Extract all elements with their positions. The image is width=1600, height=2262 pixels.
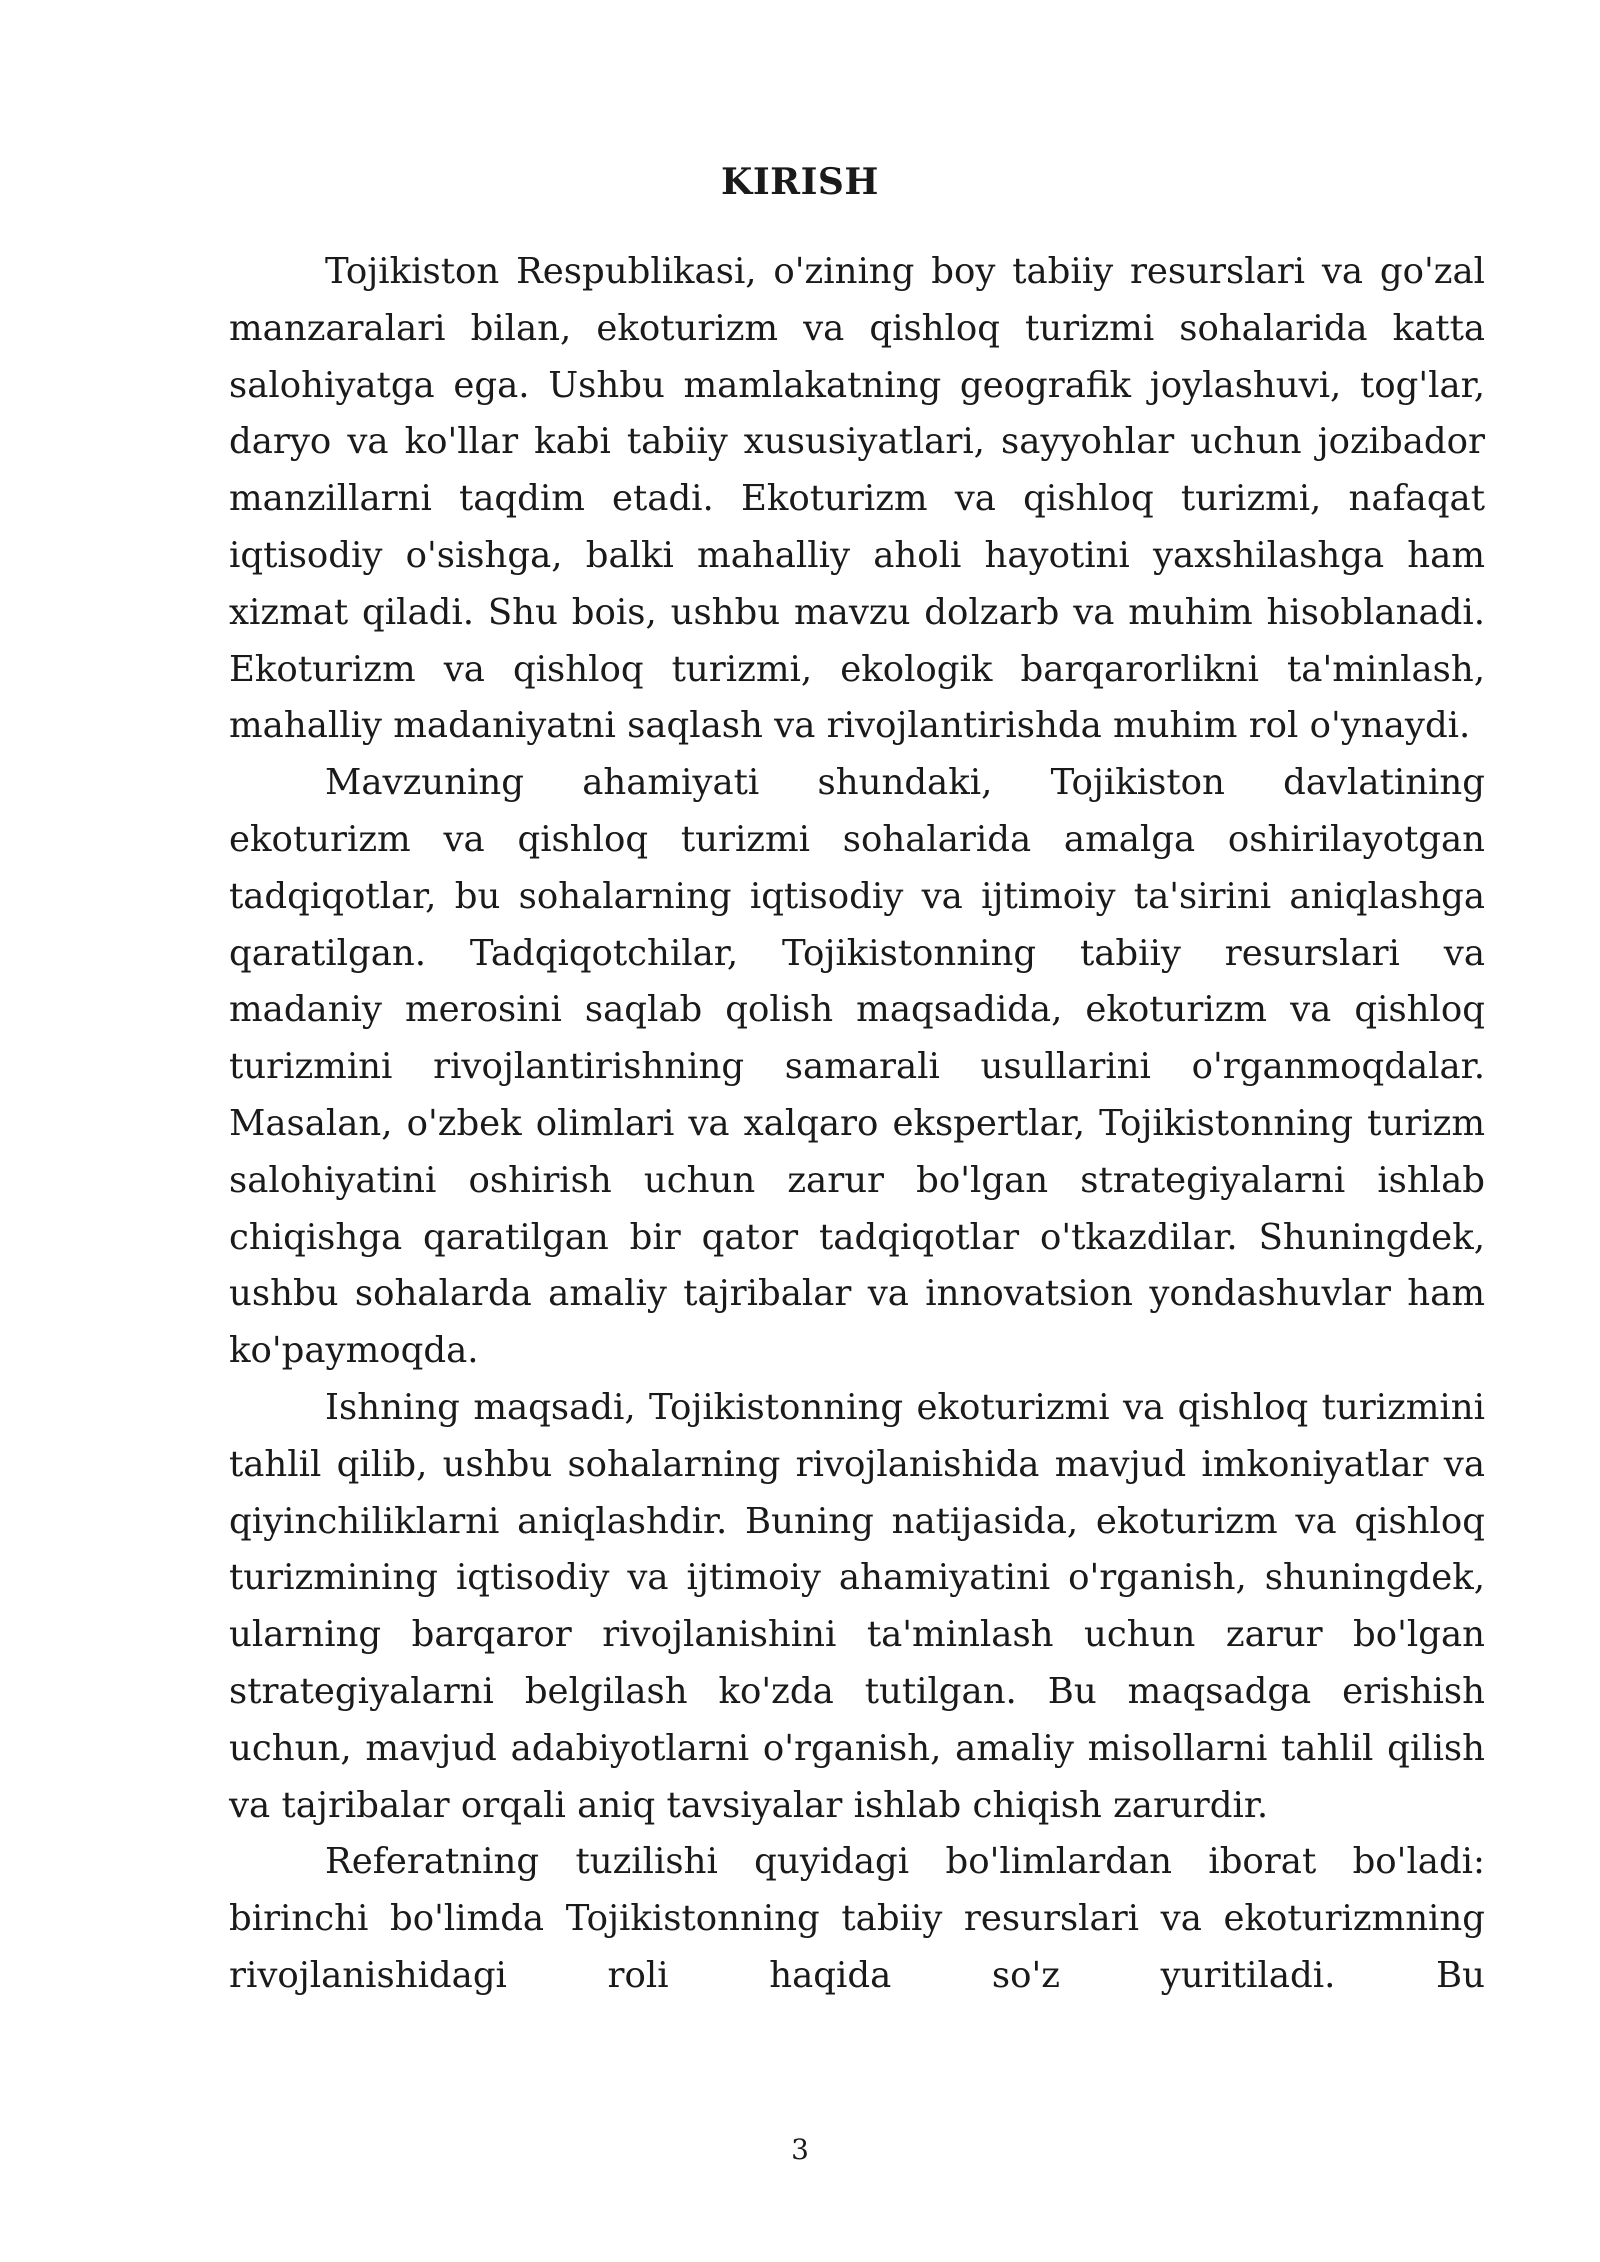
body-text	[229, 244, 1485, 2005]
paragraph-intro: Tojikiston Respublikasi, o'zining boy tabiiy resurslari va go'zal manzaralari bilan, ekoturizm va qishloq turizmi sohalarida katta salohiyatga ega. Ushbu mamlakatning geografik joylashuvi, tog'lar, daryo va ko'llar kabi tabiiy xususiyatlari, sayyohlar uchun jozibador manzillarni taqdim etadi. Ekoturizm va qishloq turizmi, nafaqat iqtisodiy o'sishga, balki mahalliy aholi hayotini yaxshilashga ham xizmat qiladi. Shu bois, ushbu mavzu dolzarb va muhim hisoblanadi. Ekoturizm va qishloq turizmi, ekologik barqarorlikni ta'minlash, mahalliy madaniyatni saqlash va rivojlantirishda muhim rol o'ynaydi.	[229, 251, 1485, 747]
page-number: 3	[791, 2133, 809, 2166]
paragraph-structure: Referatning tuzilishi quyidagi bo'limlardan iborat bo'ladi: birinchi bo'limda Tojikistonning tabiiy resurslari va ekoturizmning rivojlanishidagi roli haqida so'z yuritiladi. Bu	[229, 1841, 1485, 1996]
section-title: KIRISH	[721, 161, 879, 203]
paragraph-topic-importance: Mavzuning ahamiyati shundaki, Tojikiston davlatining ekoturizm va qishloq turizmi sohalarida amalga oshirilayotgan tadqiqotlar, bu sohalarning iqtisodiy va ijtimoiy ta'sirini aniqlashga qaratilgan. Tadqiqotchilar, Tojikistonning tabiiy resurslari va madaniy merosini saqlab qolish maqsadida, ekoturizm va qishloq turizmini rivojlantirishning samarali usullarini o'rganmoqdalar. Masalan, o'zbek olimlari va xalqaro ekspertlar, Tojikistonning turizm salohiyatini oshirish uchun zarur bo'lgan strategiyalarni ishlab chiqishga qaratilgan bir qator tadqiqotlar o'tkazdilar. Shuningdek, ushbu sohalarda amaliy tajribalar va innovatsion yondashuvlar ham ko'paymoqda.	[229, 762, 1485, 1372]
paragraph-work-goal: Ishning maqsadi, Tojikistonning ekoturizmi va qishloq turizmini tahlil qilib, ushbu sohalarning rivojlanishida mavjud imkoniyatlar va qiyinchiliklarni aniqlashdir. Buning natijasida, ekoturizm va qishloq turizmining iqtisodiy va ijtimoiy ahamiyatini o'rganish, shuningdek, ularning barqaror rivojlanishini ta'minlash uchun zarur bo'lgan strategiyalarni belgilash ko'zda tutilgan. Bu maqsadga erishish uchun, mavjud adabiyotlarni o'rganish, amaliy misollarni tahlil qilish va tajribalar orqali aniq tavsiyalar ishlab chiqish zarurdir.	[229, 1386, 1485, 1826]
